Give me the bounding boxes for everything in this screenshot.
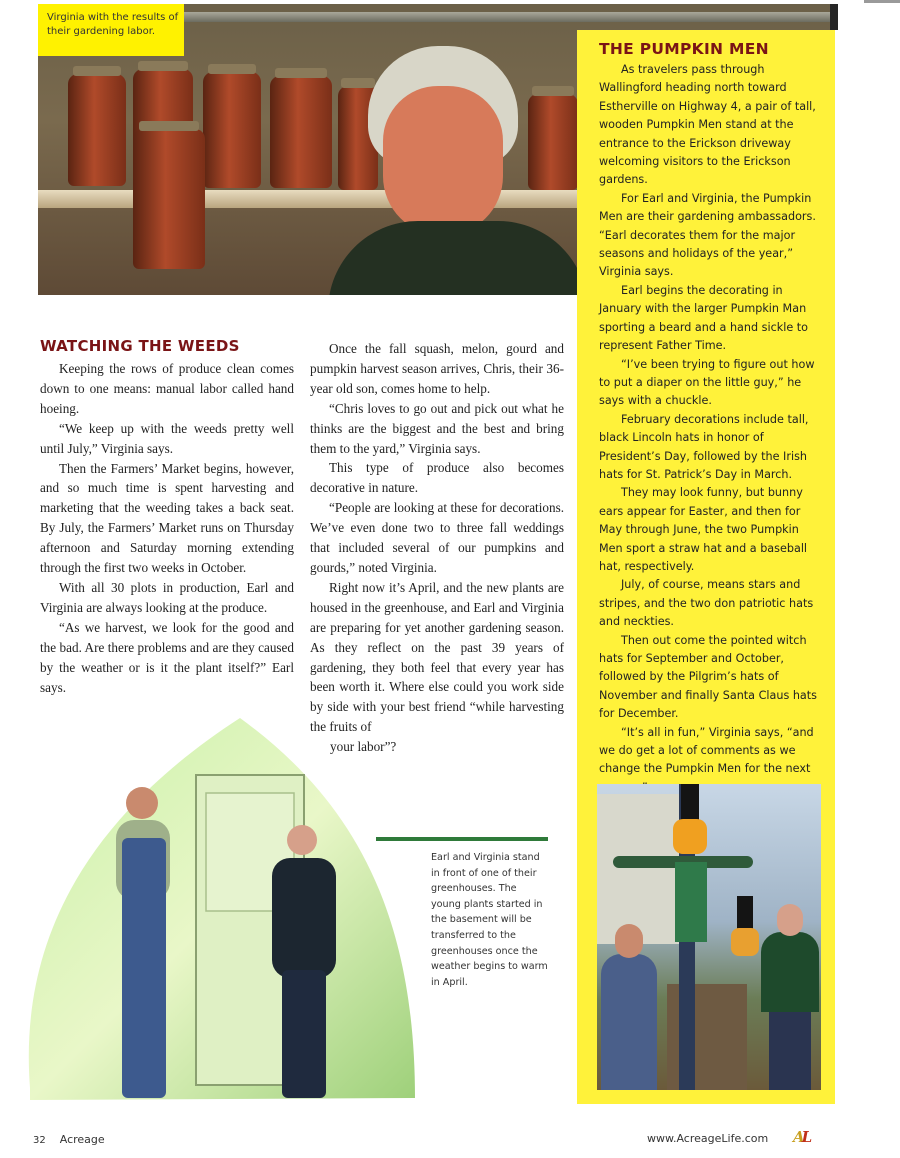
small-pumpkin-man-head — [731, 928, 759, 956]
sidebar-paragraph: “It’s all in fun,” Virginia says, “and we do get a lot of comments as we change the Pumpkin Men for the next — [599, 725, 814, 776]
sidebar-paragraph: February decorations include tall, black Lincoln hats in honor of President’s Day, followed by the Irish hats for St. Patrick’s Day in March. — [599, 412, 809, 481]
article-paragraph: Keeping the rows of produce clean comes down to one means: manual labor called hand hoeing. — [40, 361, 294, 416]
sidebar-paragraph: They may look funny, but bunny ears appear for Easter, and then for May through June, the two Pumpkin Men sport a straw hat and a baseball hat, respectively. — [599, 486, 808, 573]
pumpkin-men-sidebar — [577, 30, 835, 1104]
acreage-life-logo: AL — [793, 1128, 810, 1146]
earl-figure — [601, 924, 657, 1090]
sidebar-paragraph: As travelers pass through Wallingford heading north toward Estherville on Highway 4, a pair of tall, wooden Pumpkin Men stand at the entrance to the Erickson driveway welcoming visitors to the Erickson gardens. — [599, 63, 816, 187]
top-photo-caption: Virginia with the results of their gardening labor. — [38, 4, 184, 56]
page-number: 32 — [33, 1135, 46, 1146]
virginia-figure — [328, 46, 578, 295]
article-paragraph: Then the Farmers’ Market begins, however, and so much time is spent harvesting and marketing that the weeding takes a back seat. By July, the Farmers’ Market runs on Thursday afternoon and Saturday morning extending through the first two weeks in October. — [40, 460, 294, 576]
article-paragraph: Right now it’s April, and the new plants are housed in the greenhouse, and Earl and Virginia are preparing for yet another gardening season. As they reflect on the past 39 years of gardening, they both feel that every year has been worth it. Where else could you work side by side with your best friend “while harvesting the fruits of — [310, 579, 564, 735]
article-paragraph: “We keep up with the weeds pretty well until July,” Virginia says. — [40, 420, 294, 456]
magazine-name: Acreage — [59, 1133, 105, 1146]
sidebar-paragraph: Earl begins the decorating in January with the larger Pumpkin Man sporting a beard and a hand sickle to represent Father Time. — [599, 283, 808, 353]
house — [597, 794, 687, 944]
section-heading: WATCHING THE WEEDS — [40, 337, 240, 355]
article-paragraph: “Chris loves to go out and pick out what he thinks are the biggest and the best and bring them to the yard,” Virginia says. — [310, 400, 564, 456]
second-figure — [761, 904, 819, 1090]
sidebar-heading: THE PUMPKIN MEN — [599, 40, 769, 58]
caption-rule — [376, 837, 548, 841]
held-jar — [133, 129, 205, 269]
sidebar-paragraph: “I’ve been trying to figure out how to put a diaper on the little guy,” he says with a chuckle. — [599, 357, 815, 408]
footer-left — [33, 1133, 105, 1146]
article-paragraph: Once the fall squash, melon, gourd and pumpkin harvest season arrives, Chris, their 36-year old son, comes home to help. — [310, 341, 564, 396]
pumpkin-man-torso — [675, 862, 707, 942]
jar — [270, 76, 332, 188]
sidebar-body — [599, 61, 819, 797]
sidebar-paragraph: Then out come the pointed witch hats for September and October, followed by the Pilgrim’s hats of November and finally Santa Claus hats for December. — [599, 633, 818, 721]
greenhouse-caption: Earl and Virginia stand in front of one of their greenhouses. The young plants started in the basement will be transferred to the greenhouses once the weather begins to warm in April. — [431, 852, 548, 988]
jar — [68, 74, 126, 186]
jar — [203, 72, 261, 188]
pumpkin-man-hat — [681, 784, 699, 822]
greenhouse-photo — [10, 708, 420, 1108]
small-pumpkin-man-hat — [737, 896, 753, 930]
footer-url[interactable]: www.AcreageLife.com — [647, 1132, 769, 1145]
photo-edge — [830, 4, 838, 30]
article-column-1 — [40, 359, 294, 697]
article-paragraph: With all 30 plots in production, Earl and Virginia are always looking at the produce. — [40, 579, 294, 615]
sidebar-paragraph: July, of course, means stars and stripes, and the two don patriotic hats and neckties. — [599, 578, 814, 629]
article-column-2 — [310, 339, 564, 757]
pumpkin-man-head — [673, 819, 707, 854]
article-paragraph: “People are looking at these for decorations. We’ve even done two to three fall weddings that included several of our pumpkins and gourds,” noted Virginia. — [310, 500, 564, 575]
article-paragraph: This type of produce also becomes decorative in nature. — [310, 460, 564, 496]
sidebar-paragraph: For Earl and Virginia, the Pumpkin Men are their gardening ambassadors. “Earl decorates them for the major seasons and holidays of the year,” Virginia says. — [599, 191, 816, 279]
earl-figure — [116, 787, 170, 1098]
pumpkin-men-photo — [597, 784, 821, 1090]
article-last-line: your labor”? — [330, 739, 397, 755]
page-edge-mark — [864, 0, 900, 3]
article-paragraph: “As we harvest, we look for the good and the bad. Are there problems and are they caused by the weather or is it the plant itself?” Earl says. — [40, 619, 294, 695]
